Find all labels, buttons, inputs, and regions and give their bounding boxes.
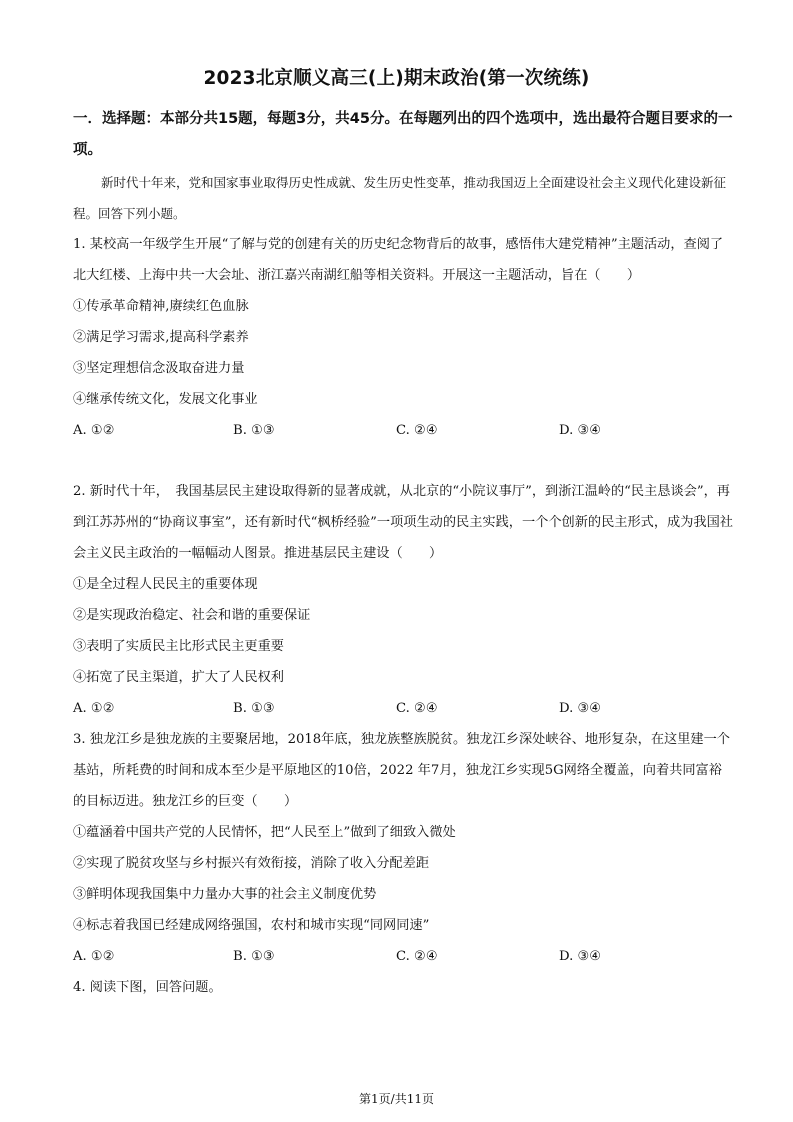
choice-c[interactable]: C. ②④	[396, 701, 438, 716]
question-4	[73, 972, 735, 1003]
choice-b[interactable]: B. ①③	[233, 423, 275, 438]
answer-choices	[73, 941, 735, 972]
question-2	[73, 476, 735, 724]
statement-3: ③坚定理想信念汲取奋进力量	[73, 361, 245, 376]
statement-1: ①传承革命精神,赓续红色血脉	[73, 299, 249, 314]
choice-c[interactable]: C. ②④	[396, 423, 438, 438]
question-stem: 2. 新时代十年， 我国基层民主建设取得新的显著成就，从北京的“小院议事厅”，到浙江温岭的“民主恳谈会”，再到江苏苏州的“协商议事室”，还有新时代“枫桥经验”一项项生动的民主实践，一个个创新的民主形式，成为我国社会主义民主政治的一幅幅动人图景。推进基层民主建设（ ）	[73, 484, 733, 561]
choice-b[interactable]: B. ①③	[233, 949, 275, 964]
question-3	[73, 724, 735, 972]
answer-choices	[73, 693, 735, 724]
choice-a[interactable]: A. ①②	[73, 701, 115, 716]
statement-4: ④拓宽了民主渠道，扩大了人民权利	[73, 670, 284, 685]
choice-d[interactable]: D. ③④	[559, 949, 602, 964]
statement-2: ②是实现政治稳定、社会和谐的重要保证	[73, 608, 311, 623]
statement-2: ②实现了脱贫攻坚与乡村振兴有效衔接，消除了收入分配差距	[73, 856, 430, 871]
choice-d[interactable]: D. ③④	[559, 423, 602, 438]
statement-3: ③表明了实质民主比形式民主更重要	[73, 639, 284, 654]
choice-d[interactable]: D. ③④	[559, 701, 602, 716]
answer-choices	[73, 415, 735, 446]
choice-c[interactable]: C. ②④	[396, 949, 438, 964]
question-stem: 3. 独龙江乡是独龙族的主要聚居地，2018年底，独龙族整族脱贫。独龙江乡深处峡谷、地形复杂，在这里建一个基站，所耗费的时间和成本至少是平原地区的10倍，2022 年7月，独龙江乡实现5G网络全覆盖，向着共同富裕的目标迈进。独龙江乡的巨变（ ）	[73, 732, 730, 809]
section-heading: 一．选择题：本部分共15题，每题3分，共45分。在每题列出的四个选项中，选出最符合题目要求的一项。	[73, 111, 733, 158]
statement-1: ①蕴涵着中国共产党的人民情怀，把“人民至上”做到了细致入微处	[73, 825, 456, 840]
statement-4: ④继承传统文化，发展文化事业	[73, 392, 258, 407]
page-footer: 第1页/共11页	[359, 1092, 434, 1106]
statement-4: ④标志着我国已经建成网络强国，农村和城市实现“同网同速”	[73, 918, 430, 933]
intro-paragraph: 新时代十年来，党和国家事业取得历史性成就、发生历史性变革，推动我国迈上全面建设社会主义现代化建设新征程。回答下列小题。	[73, 175, 727, 221]
statement-1: ①是全过程人民民主的重要体现	[73, 577, 258, 592]
choice-b[interactable]: B. ①③	[233, 701, 275, 716]
statement-2: ②满足学习需求,提高科学素养	[73, 330, 249, 345]
question-stem: 4. 阅读下图，回答问题。	[73, 980, 222, 995]
question-1	[73, 229, 735, 446]
statement-3: ③鲜明体现我国集中力量办大事的社会主义制度优势	[73, 887, 377, 902]
choice-a[interactable]: A. ①②	[73, 949, 115, 964]
question-stem: 1. 某校高一年级学生开展“了解与党的创建有关的历史纪念物背后的故事，感悟伟大建党精神”主题活动，查阅了北大红楼、上海中共一大会址、浙江嘉兴南湖红船等相关资料。开展这一主题活动，旨在（ ）	[73, 237, 724, 283]
page-title: 2023北京顺义高三(上)期末政治(第一次统练)	[203, 68, 590, 89]
choice-a[interactable]: A. ①②	[73, 423, 115, 438]
